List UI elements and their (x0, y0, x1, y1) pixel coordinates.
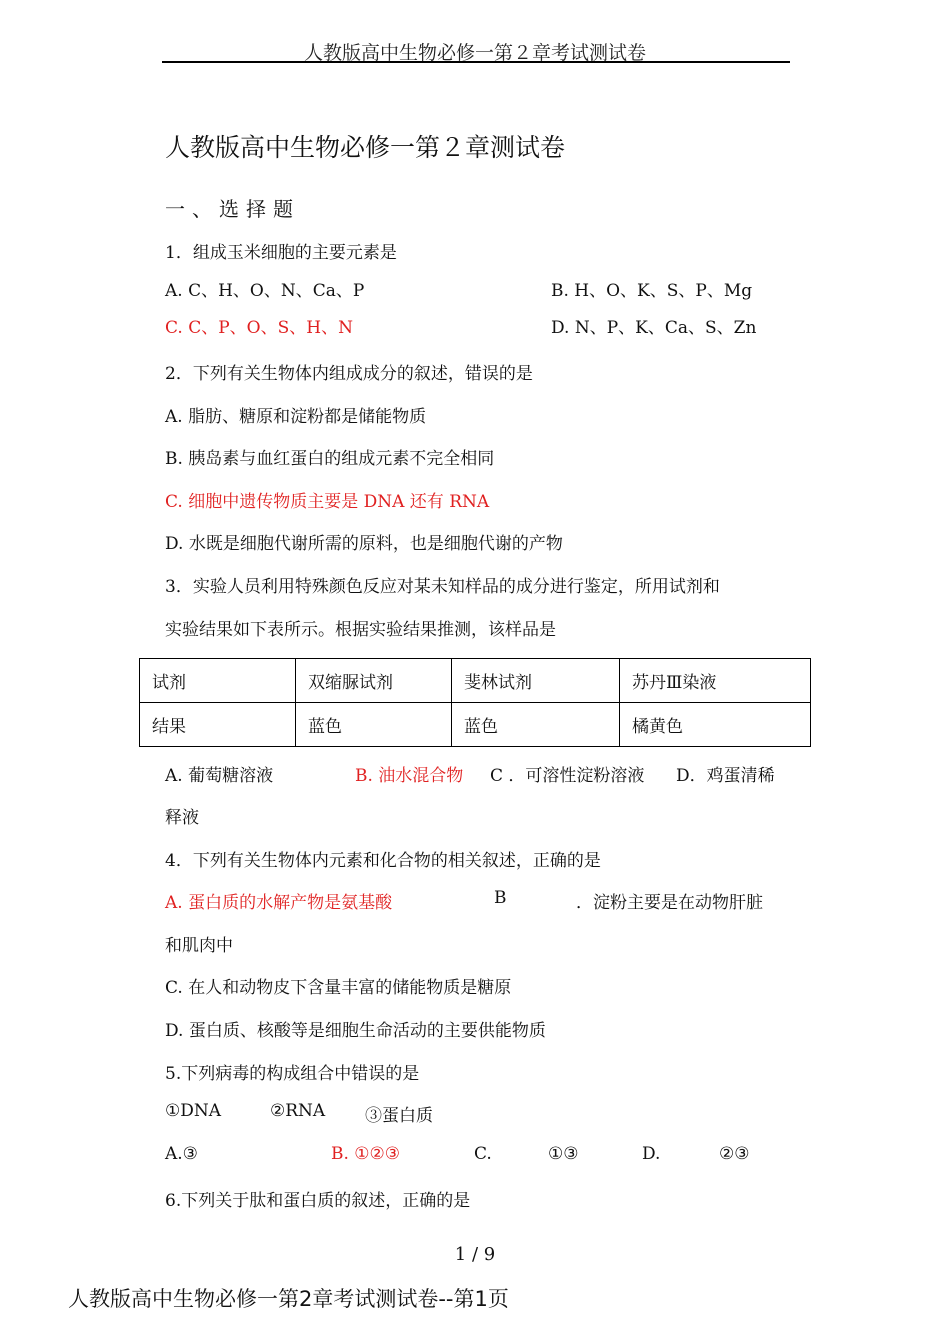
q4-stem: 4．下列有关生物体内元素和化合物的相关叙述，正确的是 (165, 851, 601, 871)
table-cell: 试剂 (140, 659, 296, 703)
table-cell: 双缩脲试剂 (296, 659, 452, 703)
q2-option-c-answer: C. 细胞中遗传物质主要是 DNA 还有 RNA (165, 492, 490, 512)
q4-option-b-letter: B (494, 888, 507, 908)
q1-option-d: D. N、P、K、Ca、S、Zn (551, 318, 757, 338)
section-heading: 一、选择题 (165, 197, 300, 221)
q5-stem: 5.下列病毒的构成组合中错误的是 (165, 1064, 420, 1084)
table-cell: 橘黄色 (620, 703, 811, 747)
q1-option-a: A. C、H、O、N、Ca、P (165, 281, 365, 301)
q1-stem: 1．组成玉米细胞的主要元素是 (165, 243, 397, 263)
q3-option-a: A. 葡萄糖溶液 (165, 766, 274, 786)
q5-option-b-answer: B. ①②③ (331, 1144, 401, 1164)
q3-option-c: C ．可溶性淀粉溶液 (490, 766, 645, 786)
page-title: 人教版高中生物必修一第２章测试卷 (165, 133, 566, 162)
q5-option-d-letter: D. (642, 1144, 661, 1164)
table-row (140, 703, 811, 747)
q2-option-a: A. 脂肪、糖原和淀粉都是储能物质 (165, 407, 427, 427)
q6-stem: 6.下列关于肽和蛋白质的叙述，正确的是 (165, 1191, 471, 1211)
table-cell: 结果 (140, 703, 296, 747)
q4-option-a-answer: A. 蛋白质的水解产物是氨基酸 (165, 893, 393, 913)
table-cell: 斐林试剂 (452, 659, 620, 703)
table-row (140, 659, 811, 703)
q2-option-d: D. 水既是细胞代谢所需的原料，也是细胞代谢的产物 (165, 534, 563, 554)
q4-option-b-continued: 和肌肉中 (165, 936, 233, 956)
q3-stem-line2: 实验结果如下表所示。根据实验结果推测，该样品是 (165, 620, 556, 640)
q2-option-b: B. 胰岛素与血红蛋白的组成元素不完全相同 (165, 449, 495, 469)
q5-item: ②RNA (270, 1101, 326, 1121)
q3-stem-line1: 3．实验人员利用特殊颜色反应对某未知样品的成分进行鉴定，所用试剂和 (165, 577, 720, 597)
table-cell: 苏丹Ⅲ染液 (620, 659, 811, 703)
q4-option-d: D. 蛋白质、核酸等是细胞生命活动的主要供能物质 (165, 1021, 546, 1041)
q3-option-d: D．鸡蛋清稀 (676, 766, 775, 786)
q5-item: ③蛋白质 (365, 1106, 433, 1126)
reagent-result-table (139, 658, 811, 747)
q5-option-a: A.③ (165, 1144, 198, 1164)
q2-stem: 2．下列有关生物体内组成成分的叙述，错误的是 (165, 364, 533, 384)
q5-option-c: ①③ (548, 1144, 579, 1164)
q1-option-c-answer: C. C、P、O、S、H、N (165, 318, 353, 338)
table-cell: 蓝色 (452, 703, 620, 747)
q3-option-b-answer: B. 油水混合物 (355, 766, 464, 786)
q5-item: ①DNA (165, 1101, 222, 1121)
q4-option-b: ．淀粉主要是在动物肝脏 (576, 893, 763, 913)
q5-option-d: ②③ (719, 1144, 750, 1164)
running-header: 人教版高中生物必修一第２章考试测试卷 (303, 42, 646, 64)
q5-option-c-letter: C. (474, 1144, 492, 1164)
header-rule (162, 61, 790, 63)
footer-caption: 人教版高中生物必修一第2章考试测试卷--第1页 (68, 1287, 509, 1311)
q3-option-d-continued: 释液 (165, 808, 199, 828)
q4-option-c: C. 在人和动物皮下含量丰富的储能物质是糖原 (165, 978, 512, 998)
q1-option-b: B. H、O、K、S、P、Mg (551, 281, 753, 301)
page-number: 1 / 9 (454, 1244, 496, 1265)
table-cell: 蓝色 (296, 703, 452, 747)
